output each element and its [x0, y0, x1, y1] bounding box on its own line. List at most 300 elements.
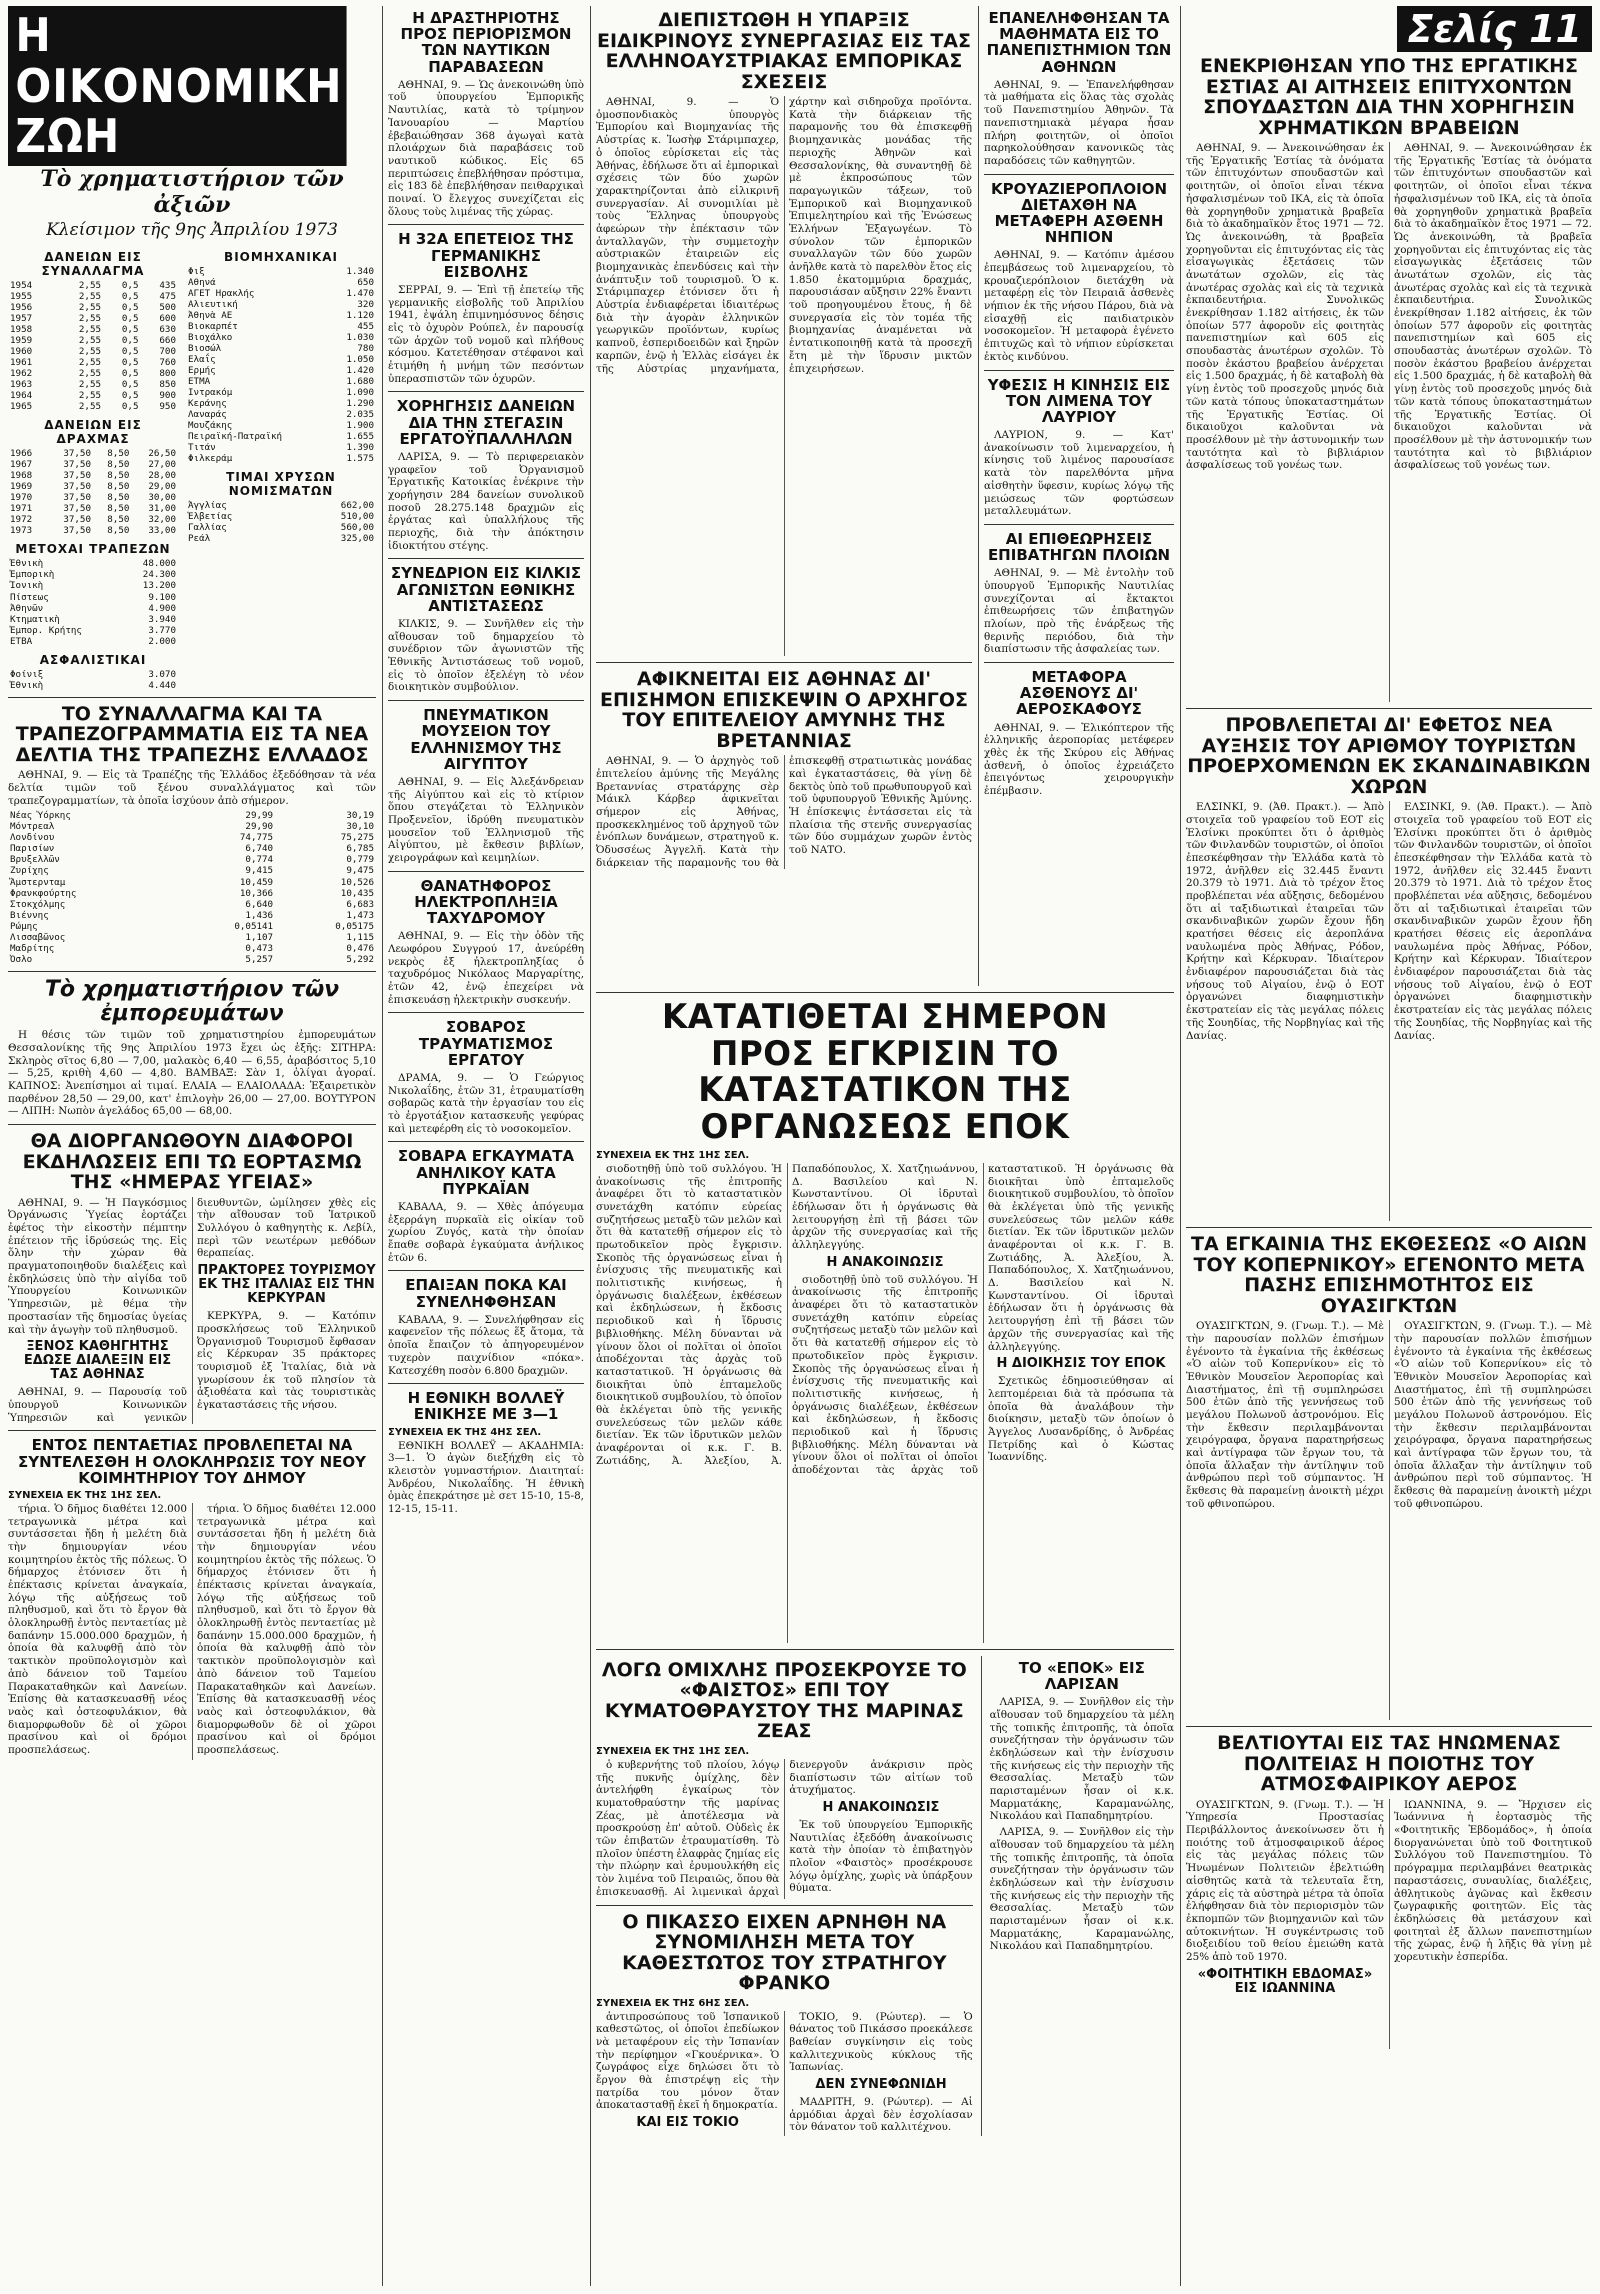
- industry-cell: 1.050: [346, 354, 374, 366]
- loans-cell: 0,5: [121, 390, 139, 402]
- banks-row: [8, 569, 178, 580]
- industry-row: [186, 387, 376, 398]
- phaistos-text2: Ἐκ τοῦ ὑπουργείου Ἐμπορικῆς Ναυτιλίας ἐξεδόθη ἀνακοίνωσις κατὰ τὴν ὁποίαν τὸ ἐπιβατηγὸν πλοῖον «Φαιστὸς» προσέκρουσε λόγῳ ὁμίχλης, χωρὶς νὰ ὑπάρξουν θύματα.: [789, 1819, 973, 1895]
- banks-cell: Ἀθηνῶν: [10, 602, 44, 614]
- coins-heading: ΤΙΜΑΙ ΧΡΥΣΩΝ ΝΟΜΙΣΜΑΤΩΝ: [226, 470, 336, 499]
- newspaper-page: [8, 6, 1592, 2288]
- kilkis-headline: ΣΥΝΕΔΡΙΟΝ ΕΙΣ ΚΙΛΚΙΣ ΑΓΩΝΙΣΤΩΝ ΕΘΝΙΚΗΣ ΑΝΤΙΣΤΑΣΕΩΣ: [390, 564, 582, 615]
- loans-cell: 900: [159, 390, 176, 402]
- page-number-logo: Σελίς 11: [1397, 6, 1592, 52]
- loans-cell: 0,5: [121, 379, 139, 391]
- exchange-cell: 1,115: [346, 931, 374, 943]
- drachma-heading: ΔΑΝΕΙΩΝ ΕΙΣ ΔΡΑΧΜΑΣ: [44, 418, 142, 447]
- austria-text: ΑΘΗΝΑΙ, 9. — Ὁ ὁμοσπονδιακὸς ὑπουργὸς Ἐμπορίου καὶ Βιομηχανίας τῆς Αὐστρίας κ. Ἰωσὴφ Στάριμπαχερ, ὁ ὁποῖος εὑρίσκεται εἰς τὰς Ἀθήνας, ἐδήλωσε ὅτι αἱ ἐμπορικαὶ σχέσεις τῶν δύο χωρῶν χαρακτηρίζονται ἀπὸ εἰλικρινῆ συνεργασίαν. Αἱ συνομιλίαι μὲ τοὺς Ἕλληνας ὑπουργοὺς ἀφεώρων τὴν ἐπέκτασιν τῶν ἀνταλλαγῶν, τὴν συμμετοχὴν αὐστριακῶν ἑταιρειῶν εἰς βιομηχανικὰς ἐπενδύσεις καὶ τὴν ἀνάπτυξιν τοῦ τουρισμοῦ. Ὁ κ. Στάριμπαχερ ἐτόνισεν ὅτι ἡ Αὐστρία ἐνδιαφέρεται ἰδιαιτέρως διὰ τὴν ἀγορὰν ἑλληνικῶν γεωργικῶν προϊόντων, κυρίως καπνοῦ, ἐσπεριδοειδῶν καὶ ξηρῶν καρπῶν, ἐνῷ ἡ Ἑλλὰς εἰσάγει ἐκ τῆς Αὐστρίας μηχανήματα, χάρτην καὶ σιδηροῦχα προϊόντα. Κατὰ τὴν διάρκειαν τῆς παραμονῆς του θὰ ἐπισκεφθῇ βιομηχανικὰς μονάδας τῆς περιοχῆς Ἀθηνῶν καὶ Θεσσαλονίκης, θὰ συναντηθῇ δὲ μὲ ἐκπροσώπους τῶν παραγωγικῶν τάξεων, τοῦ Ἐμπορικοῦ καὶ Βιομηχανικοῦ Ἐπιμελητηρίου καὶ τῆς Ἐνώσεως Ἑλλήνων Ἐξαγωγέων. Τὸ σύνολον τῶν ἐμπορικῶν συναλλαγῶν τῶν δύο χωρῶν ἀνῆλθε κατὰ τὸ παρελθὸν ἔτος εἰς 1.850 ἑκατομμύρια δραχμάς, παρουσιάσαν αὔξησιν 22% ἔναντι τοῦ προηγουμένου ἔτους, ἡ δὲ συνεργασία εἰς τὸν τομέα τῆς βιομηχανίας ἀναμένεται νὰ ἐντατικοποιηθῇ κατὰ τὰ προσεχῆ ἔτη μὲ τὴν ἵδρυσιν μικτῶν ἐπιχειρήσεων.: [596, 96, 972, 375]
- loans-cell: 2,55: [78, 312, 102, 324]
- loans-row: [8, 390, 178, 401]
- exchange-cell: 9,475: [346, 865, 374, 877]
- drachma-cell: 8,50: [107, 470, 130, 482]
- industry-cell: 1.900: [346, 420, 374, 432]
- industry-cell: 1.030: [346, 331, 374, 343]
- picasso-sub3: ΔΕΝ ΣΥΝΕΦΩΝΙΔΗ: [815, 2077, 947, 2092]
- industry-row: [186, 442, 376, 453]
- exchange-cell: 0,476: [346, 942, 374, 954]
- exchange-row: [8, 843, 376, 854]
- exchange-cell: 5,257: [245, 953, 274, 965]
- lavrio-text: ΛΑΥΡΙΟΝ, 9. — Κατ' ἀνακοίνωσιν τοῦ λιμεναρχείου, ἡ κίνησις τοῦ λιμένος παρουσίασε κατὰ τὸν παρελθόντα μῆνα αἰσθητὴν ὕφεσιν, κυρίως λόγῳ τῆς μειώσεως τῶν φορτώσεων μεταλλευμάτων.: [984, 429, 1174, 518]
- drachma-row: [8, 503, 178, 514]
- coins-cell: 325,00: [340, 533, 374, 545]
- drachma-cell: 37,50: [63, 481, 91, 493]
- drachma-cell: 27,00: [148, 459, 176, 471]
- injury-text: ΔΡΑΜΑ, 9. — Ὁ Γεώργιος Νικολαΐδης, ἐτῶν 31, ἐτραυματίσθη σοβαρῶς κατὰ τὴν ἐργασίαν του εἰς τὸ ἐργοτάξιον κατασκευῆς γεφύρας καὶ μετεφέρθη εἰς τὸ νοσοκομεῖον.: [388, 1071, 584, 1135]
- industry-cell: Μουζάκης: [188, 420, 233, 432]
- industry-row: [186, 299, 376, 310]
- drachma-cell: 8,50: [107, 459, 130, 471]
- coins-cell: Γαλλίας: [188, 522, 227, 534]
- loans-cell: 0,5: [121, 334, 139, 346]
- drachma-cell: 37,50: [63, 514, 91, 526]
- british-text: ΑΘΗΝΑΙ, 9. — Ὁ ἀρχηγὸς τοῦ ἐπιτελείου ἀμύνης τῆς Μεγάλης Βρεταννίας στρατάρχης σὲρ Μάικλ Κάρβερ ἀφικνεῖται σήμερον εἰς Ἀθήνας, προσκεκλημένος τοῦ ἀρχηγοῦ τῶν ἐνόπλων δυνάμεων, στρατηγοῦ κ. Ὀδυσσέως Ἀγγελῆ. Κατὰ τὴν διάρκειαν τῆς παραμονῆς του θὰ ἐπισκεφθῇ στρατιωτικὰς μονάδας καὶ ἐγκαταστάσεις, θὰ γίνῃ δὲ δεκτὸς ὑπὸ τοῦ πρωθυπουργοῦ καὶ τοῦ ὑφυπουργοῦ Ἐθνικῆς Ἀμύνης. Ἡ ἐπίσκεψις ἐντάσσεται εἰς τὰ πλαίσια τῆς στενῆς συνεργασίας τῶν δύο συμμάχων χωρῶν ἐντὸς τοῦ ΝΑΤΟ.: [596, 755, 972, 869]
- loans-housing-text: ΛΑΡΙΣΑ, 9. — Τὸ περιφερειακὸν γραφεῖον τοῦ Ὀργανισμοῦ Ἐργατικῆς Κατοικίας ἐνέκρινε τὴν χορήγησιν 284 δανείων συνολικοῦ ποσοῦ 28.275.148 δραχμῶν εἰς ἐργάτας καὶ ὑπαλλήλους τῆς περιοχῆς, διὰ τὴν ἀπόκτησιν ἰδιοκτήτου στέγης.: [388, 450, 584, 552]
- exchange-row: [8, 943, 376, 954]
- banks-cell: Κτηματικὴ: [10, 613, 60, 625]
- exchange-row: [8, 832, 376, 843]
- industry-row: [186, 343, 376, 354]
- loans-cell: 0,5: [121, 401, 139, 413]
- drachma-cell: 1966: [10, 448, 33, 460]
- larisa-headline: ΤΟ «ΕΠΟΚ» ΕΙΣ ΛΑΡΙΣΑΝ: [1018, 1658, 1145, 1694]
- epok-block: [596, 986, 1174, 2286]
- invasion-headline: Η 32Α ΕΠΕΤΕΙΟΣ ΤΗΣ ΓΕΡΜΑΝΙΚΗΣ ΕΙΣΒΟΛΗΣ: [398, 230, 574, 281]
- drachma-cell: 1970: [10, 492, 33, 504]
- exchange-cell: Φρανκφούρτης: [10, 887, 77, 899]
- coins-cell: 510,00: [340, 511, 374, 523]
- industry-row: [186, 354, 376, 365]
- invasion-text: ΣΕΡΡΑΙ, 9. — Ἐπὶ τῇ ἐπετείῳ τῆς γερμανικῆς εἰσβολῆς τοῦ Ἀπριλίου 1941, ἐψάλη ἐπιμνημόσυνος δέησις εἰς τὸ ὀχυρὸν Ρούπελ, ἐν παρουσίᾳ τῶν ἀρχῶν τοῦ νομοῦ καὶ πλήθους κόσμου. Κατετέθησαν στέφανοι καὶ ἐτιμήθη ἡ μνήμη τῶν πεσόντων ὑπερασπιστῶν τῶν ὀχυρῶν.: [388, 283, 584, 385]
- loans-cell: 475: [159, 290, 176, 302]
- picasso-headline: Ο ΠΙΚΑΣΣΟ ΕΙΧΕΝ ΑΡΝΗΘΗ ΝΑ ΣΥΝΟΜΙΛΗΣΗ ΜΕΤΑ ΤΟΥ ΚΑΘΕΣΤΩΤΟΣ ΤΟΥ ΣΤΡΑΤΗΓΟΥ ΦΡΑΝΚΟ: [622, 1910, 947, 1995]
- loans-cell: 1955: [10, 290, 33, 302]
- industry-row: [186, 266, 376, 277]
- exchange-cell: 29,99: [245, 810, 274, 822]
- coins-row: [186, 533, 376, 544]
- industry-row: [186, 321, 376, 332]
- loans-row: [8, 280, 178, 291]
- exchange-cell: 10,526: [340, 876, 374, 888]
- insurance-heading: ΑΣΦΑΛΙΣΤΙΚΑΙ: [39, 652, 147, 667]
- drachma-cell: 32,00: [148, 514, 176, 526]
- insurance-row: [8, 680, 178, 691]
- electrocution-headline: ΘΑΝΑΤΗΦΟΡΟΣ ΗΛΕΚΤΡΟΠΛΗΞΙΑ ΤΑΧΥΔΡΟΜΟΥ: [414, 876, 558, 928]
- banks-cell: 2.000: [148, 635, 176, 647]
- exchange-cell: 30,19: [346, 810, 374, 822]
- university-headline: ΕΠΑΝΕΛΗΦΘΗΣΑΝ ΤΑ ΜΑΘΗΜΑΤΑ ΕΙΣ ΤΟ ΠΑΝΕΠΙΣΤΗΜΙΟΝ ΤΩΝ ΑΘΗΝΩΝ: [986, 9, 1172, 76]
- industry-row: [186, 431, 376, 442]
- university-text: ΑΘΗΝΑΙ, 9. — Ἐπανελήφθησαν τὰ μαθήματα εἰς ὅλας τὰς σχολὰς τοῦ Πανεπιστημίου Ἀθηνῶν. Τὰ πανεπιστημιακὰ μέγαρα ἦσαν πλήρη φοιτητῶν, οἱ ὁποῖοι παρηκολούθησαν κανονικῶς τὰς παραδόσεις τῶν καθηγητῶν.: [984, 78, 1174, 167]
- loans-cell: 0,5: [121, 345, 139, 357]
- bourse-dateline: Κλείσιμον τῆς 9ης Ἀπριλίου 1973: [46, 219, 338, 240]
- loans-row: [8, 401, 178, 412]
- drachma-cell: 1968: [10, 470, 33, 482]
- epok-text-cont: σιοδοτηθῇ ὑπὸ τοῦ συλλόγου. Ἡ ἀνακοίνωσις τῆς ἐπιτροπῆς ἀναφέρει ὅτι τὸ καταστατικὸν συνετάχθη κατόπιν εὐρείας συζητήσεως μεταξὺ τῶν μελῶν καὶ ὅτι θὰ κατατεθῇ σήμερον εἰς τὸ πρωτοδικεῖον πρὸς ἔγκρισιν. Σκοπὸς τῆς ὀργανώσεως εἶναι ἡ ἐνίσχυσις τῆς πνευματικῆς καὶ πολιτιστικῆς κινήσεως, ἡ ὀργάνωσις διαλέξεων, ἐκθέσεων καὶ ἐκδηλώσεων, ἡ ἔκδοσις περιοδικοῦ καὶ ἡ ἵδρυσις βιβλιοθήκης. Μέλη δύνανται νὰ γίνουν ὅλοι οἱ πολῖται οἱ ὁποῖοι ἀποδέχονται τὰς ἀρχὰς τοῦ καταστατικοῦ. Ἡ ὀργάνωσις θὰ διοικῆται ὑπὸ ἑπταμελοῦς διοικητικοῦ συμβουλίου, τὸ ὁποῖον θὰ ἐκλέγεται ὑπὸ τῆς γενικῆς συνελεύσεως τῶν μελῶν κάθε διετίαν. Ἐκ τῶν ἱδρυτικῶν μελῶν ἀναφέρονται οἱ κ.κ. Γ. Β. Ζωτιάδης, Ἀ. Ἀλεξίου, Ἀ. Παπαδόπουλος, Χ. Χατζηιωάννου, Δ. Βασιλείου καὶ Ν. Κωνσταντίνου. Οἱ ἱδρυταὶ ἐδήλωσαν ὅτι ἡ ὀργάνωσις θὰ λειτουργήσῃ ἐπὶ τῇ βάσει τῶν ἀρχῶν τῆς συνεργασίας καὶ τῆς ἀλληλεγγύης.: [792, 1162, 1174, 1477]
- scholarship-text-cont: ΑΘΗΝΑΙ, 9. — Ἀνεκοινώθησαν ἐκ τῆς Ἐργατικῆς Ἑστίας τὰ ὀνόματα τῶν ἐπιτυχόντων σπουδαστῶν καὶ φοιτητῶν, οἱ ὁποῖοι εἶναι τέκνα ἠσφαλισμένων τοῦ ΙΚΑ, εἰς τὰ ὁποῖα θὰ χορηγηθοῦν χρηματικὰ βραβεῖα διὰ τὸ ἀκαδημαϊκὸν ἔτος 1971 — 72. Ὡς ἀνεκοινώθη, τὰ βραβεῖα χορηγοῦνται εἰς ἐπιτυχόντας εἰς τὰς εἰσαγωγικὰς ἐξετάσεις τῶν ἀνωτάτων σχολῶν, εἰς τὰς ἀνωτέρας σχολὰς καὶ εἰς τὰ τεχνικὰ ἐκπαιδευτήρια. Συνολικῶς ἐνεκρίθησαν 1.182 αἰτήσεις, ἐκ τῶν ὁποίων 577 ἀφοροῦν εἰς φοιτητὰς πανεπιστημίων καὶ 605 εἰς σπουδαστὰς ἀνωτέρων σχολῶν. Τὸ ποσὸν ἑκάστου βραβείου ἀνέρχεται εἰς 1.500 δραχμάς, ἡ δὲ καταβολὴ θὰ γίνῃ ἐντὸς τοῦ προσεχοῦς μηνός διὰ τῶν κατὰ τόπους ὑποκαταστημάτων τῆς Ἐργατικῆς Ἑστίας. Οἱ δικαιοῦχοι καλοῦνται νὰ προσέλθουν μὲ τὴν ἀστυνομικήν των ταυτότητα καὶ τὸ βιβλιάριον ἀσφαλίσεως τοῦ γονέως των.: [1394, 142, 1592, 472]
- industry-heading: ΒΙΟΜΗΧΑΝΙΚΑΙ: [224, 249, 338, 264]
- exchange-cell: 0,05141: [234, 920, 274, 932]
- banks-cell: 24.300: [142, 569, 176, 581]
- cemetery-lede: ΣΥΝΕΧΕΙΑ ΕΚ ΤΗΣ 1ΗΣ ΣΕΛ.: [8, 1489, 162, 1501]
- epok-sub: Η ΑΝΑΚΟΙΝΩΣΙΣ: [826, 1254, 944, 1270]
- drachma-row: [8, 448, 178, 459]
- loans-cell: 0,5: [121, 290, 139, 302]
- tourists-text-cont: ΕΛΣΙΝΚΙ, 9. (Ἀθ. Πρακτ.). — Ἀπὸ στοιχεῖα τοῦ γραφείου τοῦ ΕΟΤ εἰς Ἑλσίνκι προκύπτει ὅτι ὁ ἀριθμὸς τῶν Φινλανδῶν τουριστῶν, οἱ ὁποῖοι ἐπεσκέφθησαν τὴν Ἑλλάδα κατὰ τὸ 1972, ἀνῆλθεν εἰς 32.445 ἔναντι 20.379 τὸ 1971. Διὰ τὸ τρέχον ἔτος προβλέπεται νέα αὔξησις, δεδομένου ὅτι αἱ ταξιδιωτικαὶ ἑταιρεῖαι τῶν σκανδιναβικῶν χωρῶν ἔχουν ἤδη κρατήσει θέσεις εἰς ἀεροπλάνα ναυλωμένα πρὸς Ἀθήνας, Ρόδον, Κρήτην καὶ Κέρκυραν. Ἰδιαίτερον ἐνδιαφέρον παρουσιάζεται διὰ τὰς νήσους τοῦ Αἰγαίου, ἐνῷ ὁ ΕΟΤ ὀργανώνει διαφημιστικὴν ἐκστρατείαν εἰς τὰς μεγάλας πόλεις τῆς Σουηδίας, τῆς Νορβηγίας καὶ τῆς Δανίας.: [1394, 801, 1592, 1042]
- loans-cell: 2,55: [78, 401, 102, 413]
- industry-cell: Βιοσώλ: [188, 343, 222, 354]
- museum-headline: ΠΝΕΥΜΑΤΙΚΟΝ ΜΟΥΣΕΙΟΝ ΤΟΥ ΕΛΛΗΝΙΣΜΟΥ ΤΗΣ ΑΙΓΥΠΤΟΥ: [410, 706, 562, 773]
- exchange-cell: 6,740: [245, 843, 274, 855]
- loans-cell: 1958: [10, 323, 33, 335]
- exchange-cell: 74,775: [239, 832, 274, 844]
- industry-cell: 320: [357, 298, 374, 310]
- copernicus-headline: ΤΑ ΕΓΚΑΙΝΙΑ ΤΗΣ ΕΚΘΕΣΕΩΣ «Ο ΑΙΩΝ ΤΟΥ ΚΟΠΕΡΝΙΚΟΥ» ΕΓΕΝΟΝΤΟ ΜΕΤΑ ΠΑΣΗΣ ΕΠΙΣΗΜΟΤΗΤΟΣ ΕΙΣ ΟΥΑΣΙΓΚΤΩΝ: [1190, 1233, 1587, 1317]
- insurance-cell: 4.440: [148, 679, 176, 691]
- health-sub2: ΠΡΑΚΤΟΡΕΣ ΤΟΥΡΙΣΜΟΥ ΕΚ ΤΗΣ ΙΤΑΛΙΑΣ ΕΙΣ ΤΗΝ ΚΕΡΚΥΡΑΝ: [197, 1263, 376, 1307]
- exchange-row: [8, 888, 376, 899]
- drachma-cell: 37,50: [63, 459, 91, 471]
- exchange-cell: 1,473: [346, 909, 374, 921]
- picasso-lede: ΣΥΝΕΧΕΙΑ ΕΚ ΤΗΣ 6ΗΣ ΣΕΛ.: [596, 1997, 750, 2009]
- scholarship-text: ΑΘΗΝΑΙ, 9. — Ἀνεκοινώθησαν ἐκ τῆς Ἐργατικῆς Ἑστίας τὰ ὀνόματα τῶν ἐπιτυχόντων σπουδαστῶν καὶ φοιτητῶν, οἱ ὁποῖοι εἶναι τέκνα ἠσφαλισμένων τοῦ ΙΚΑ, εἰς τὰ ὁποῖα θὰ χορηγηθοῦν χρηματικὰ βραβεῖα διὰ τὸ ἀκαδημαϊκὸν ἔτος 1971 — 72. Ὡς ἀνεκοινώθη, τὰ βραβεῖα χορηγοῦνται εἰς ἐπιτυχόντας εἰς τὰς εἰσαγωγικὰς ἐξετάσεις τῶν ἀνωτάτων σχολῶν, εἰς τὰς ἀνωτέρας σχολὰς καὶ εἰς τὰ τεχνικὰ ἐκπαιδευτήρια. Συνολικῶς ἐνεκρίθησαν 1.182 αἰτήσεις, ἐκ τῶν ὁποίων 577 ἀφοροῦν εἰς φοιτητὰς πανεπιστημίων καὶ 605 εἰς σπουδαστὰς ἀνωτέρων σχολῶν. Τὸ ποσὸν ἑκάστου βραβείου ἀνέρχεται εἰς 1.500 δραχμάς, ἡ δὲ καταβολὴ θὰ γίνῃ ἐντὸς τοῦ προσεχοῦς μηνός διὰ τῶν κατὰ τόπους ὑποκαταστημάτων τῆς Ἐργατικῆς Ἑστίας. Οἱ δικαιοῦχοι καλοῦνται νὰ προσέλθουν μὲ τὴν ἀστυνομικήν των ταυτότητα καὶ τὸ βιβλιάριον ἀσφαλίσεως τοῦ γονέως των.: [1186, 142, 1384, 472]
- ioannina-text: ΙΩΑΝΝΙΝΑ, 9. — Ἤρχισεν εἰς Ἰωάννινα ἡ ἑορτασμὸς τῆς «Φοιτητικῆς Ἑβδομάδος», ἡ ὁποία διοργανώνεται ὑπὸ τοῦ Φοιτητικοῦ Συλλόγου τοῦ Πανεπιστημίου. Τὸ πρόγραμμα περιλαμβάνει θεατρικὰς παραστάσεις, συναυλίας, διαλέξεις, ἀθλητικοὺς ἀγῶνας καὶ ἔκθεσιν ζωγραφικῆς φοιτητῶν. Εἰς τὰς ἐκδηλώσεις θὰ μετάσχουν καὶ φοιτηταὶ ἐξ ἄλλων πανεπιστημίων τῆς χώρας, ἐνῷ ἡ λῆξις θὰ γίνῃ μὲ χορευτικὴν ἑσπερίδα.: [1394, 1798, 1592, 1963]
- drachma-cell: 8,50: [107, 525, 130, 537]
- industry-row: [186, 398, 376, 409]
- drachma-cell: 8,50: [107, 503, 130, 515]
- exchange-cell: 29,90: [245, 821, 274, 833]
- air-quality-headline: ΒΕΛΤΙΟΥΤΑΙ ΕΙΣ ΤΑΣ ΗΝΩΜΕΝΑΣ ΠΟΛΙΤΕΙΑΣ Η ΠΟΙΟΤΗΣ ΤΟΥ ΑΤΜΟΣΦΑΙΡΙΚΟΥ ΑΕΡΟΣ: [1217, 1732, 1561, 1796]
- exchange-row: [8, 821, 376, 832]
- lavrio-headline: ΥΦΕΣΙΣ Η ΚΙΝΗΣΙΣ ΕΙΣ ΤΟΝ ΛΙΜΕΝΑ ΤΟΥ ΛΑΥΡΙΟΥ: [987, 375, 1171, 426]
- banks-heading: ΜΕΤΟΧΑΙ ΤΡΑΠΕΖΩΝ: [15, 542, 171, 557]
- loans-row: [8, 313, 178, 324]
- drachma-cell: 29,00: [148, 481, 176, 493]
- industry-cell: Αλιευτική: [188, 298, 238, 310]
- larisa-text: ΛΑΡΙΣΑ, 9. — Συνῆλθον εἰς τὴν αἴθουσαν τοῦ δημαρχείου τὰ μέλη τῆς τοπικῆς ἐπιτροπῆς, τὰ ὁποῖα συνεζήτησαν τὴν ὀργάνωσιν τῶν ἐκδηλώσεων καὶ τὴν ἐνίσχυσιν τῆς κινήσεως εἰς τὴν περιοχὴν τῆς Θεσσαλίας. Μεταξὺ τῶν παρισταμένων ἦσαν οἱ κ.κ. Μαρματάκης, Καραμανώλης, Νικολάου καὶ Παπαδημητρίου.: [989, 1696, 1174, 1823]
- industry-cell: Ιντρακόμ: [188, 387, 233, 399]
- industry-cell: Βιοκαρπέτ: [188, 320, 238, 332]
- insurance-cell: Φοίνιξ: [10, 668, 44, 680]
- exchange-row: [8, 877, 376, 888]
- exchange-cell: Ζυρίχης: [10, 865, 49, 877]
- banks-row: [8, 603, 178, 614]
- industry-row: [186, 376, 376, 387]
- drachma-cell: 37,50: [63, 448, 91, 460]
- exchange-cell: 10,459: [239, 876, 274, 888]
- banks-cell: 3.770: [148, 624, 176, 636]
- merch-text: Η θέσις τῶν τιμῶν τοῦ χρηματιστηρίου ἐμπορευμάτων Θεσσαλονίκης τῆς 9ης Ἀπριλίου 1973 ἔχει ὡς ἑξῆς: ΣΙΤΗΡΑ: Σκληρὸς σῖτος 6,80 — 7,00, μαλακὸς 6,40 — 6,55, ἀραβόσιτος 5,10 — 5,25, κριθὴ 4,60 — 4,80. ΒΑΜΒΑΞ: Σὰν 1, ὀλίγαι ἀγοραί. ΚΑΠΝΟΣ: Ἀνεπίσημοι αἱ τιμαί. ΕΛΑΙΑ — ΕΛΑΙΟΛΑΔΑ: Ἐξαιρετικὸν παρθένον 28,50 — 29,00, κατ' ἐπιλογὴν 26,00 — 27,00. ΒΟΥΤΥΡΟΝ — ΛΙΠΗ: Νωπὸν ἀγελάδος 65,00 — 68,00.: [8, 1029, 376, 1118]
- loans-cell: 2,55: [78, 323, 102, 335]
- epok-text2: Σχετικῶς ἐδημοσιεύθησαν αἱ λεπτομέρειαι διὰ τὰ πρόσωπα τὰ ὁποῖα θὰ ἀναλάβουν τὴν διοίκησιν, μεταξὺ τῶν ὁποίων ὁ Ἀγγελος Λυσανδρίδης, ὁ Ἀνδρέας Πετρίδης καὶ ὁ Κώστας Ἰωαννίδης.: [988, 1375, 1174, 1464]
- drachma-row: [8, 525, 178, 536]
- industry-cell: 455: [357, 320, 374, 332]
- burns-headline: ΣΟΒΑΡΑ ΕΓΚΑΥΜΑΤΑ ΑΝΗΛΙΚΟΥ ΚΑΤΑ ΠΥΡΚΑΪΑΝ: [397, 1147, 575, 1198]
- kilkis-text: ΚΙΛΚΙΣ, 9. — Συνῆλθεν εἰς τὴν αἴθουσαν τοῦ δημαρχείου τὸ συνέδριον τῶν ἀγωνιστῶν τῆς Ἐθνικῆς Ἀντιστάσεως τοῦ νομοῦ, εἰς τὸ ὁποῖον ἐξελέγη τὸ νέον διοικητικὸν συμβούλιον.: [388, 618, 584, 694]
- industry-cell: 1.575: [346, 453, 374, 465]
- banks-row: [8, 625, 178, 636]
- industry-cell: 2.035: [346, 409, 374, 421]
- industry-cell: 1.655: [346, 431, 374, 443]
- cruise-text: ΑΘΗΝΑΙ, 9. — Κατόπιν ἀμέσου ἐπεμβάσεως τοῦ λιμεναρχείου, τὸ κρουαζιερόπλοιον διετάχθη νὰ μεταφέρῃ εἰς τὸν Πειραιᾶ ἀσθενὲς νήπιον ἐκ τῆς νήσου Πάρου, διὰ νὰ εἰσαχθῇ εἰς παιδιατρικὸν νοσοκομεῖον. Ἡ μεταφορὰ ἐγένετο ἐπιτυχῶς καὶ τὸ νήπιον εὑρίσκεται ἐκτὸς κινδύνου.: [984, 249, 1174, 363]
- industry-cell: 780: [357, 343, 374, 354]
- banks-cell: 9.100: [148, 591, 176, 603]
- exchange-cell: Ἄμστερνταμ: [10, 876, 66, 888]
- injury-headline: ΣΟΒΑΡΟΣ ΤΡΑΥΜΑΤΙΣΜΟΣ ΕΡΓΑΤΟΥ: [418, 1018, 554, 1069]
- exchange-cell: 10,435: [340, 887, 374, 899]
- industry-cell: ΑΓΕΤ Ηρακλής: [188, 287, 255, 299]
- industry-cell: 1.290: [346, 398, 374, 410]
- loans-cell: 500: [159, 301, 176, 313]
- loans-row: [8, 291, 178, 302]
- exchange-cell: 75,275: [340, 832, 374, 844]
- drachma-cell: 37,50: [63, 503, 91, 515]
- exchange-cell: Βιέννης: [10, 909, 49, 921]
- phaistos-sub: Η ΑΝΑΚΟΙΝΩΣΙΣ: [822, 1800, 940, 1815]
- loans-row: [8, 368, 178, 379]
- loans-row: [8, 379, 178, 390]
- drachma-cell: 28,00: [148, 470, 176, 482]
- exchange-row: [8, 921, 376, 932]
- banks-cell: Ἐμπορ. Κρήτης: [10, 624, 82, 636]
- exchange-cell: 0,473: [245, 942, 274, 954]
- drachma-cell: 1971: [10, 503, 33, 515]
- insurance-cell: Ἐθνικὴ: [10, 679, 44, 691]
- drachma-row: [8, 470, 178, 481]
- loans-cell: 1959: [10, 334, 33, 346]
- phaistos-lede: ΣΥΝΕΧΕΙΑ ΕΚ ΤΗΣ 1ΗΣ ΣΕΛ.: [596, 1745, 750, 1757]
- exchange-cell: Μόντρεαλ: [10, 821, 55, 833]
- industry-row: [186, 365, 376, 376]
- picasso-text2: ΤΟΚΙΟ, 9. (Ρώυτερ). — Ὁ θάνατος τοῦ Πικάσσο προεκάλεσε βαθείαν συγκίνησιν εἰς τοὺς καλλιτεχνικοὺς κύκλους τῆς Ἰαπωνίας.: [789, 2010, 973, 2074]
- epok-text: σιοδοτηθῇ ὑπὸ τοῦ συλλόγου. Ἡ ἀνακοίνωσις τῆς ἐπιτροπῆς ἀναφέρει ὅτι τὸ καταστατικὸν συνετάχθη κατόπιν εὐρείας συζητήσεως μεταξὺ τῶν μελῶν καὶ ὅτι θὰ κατατεθῇ σήμερον εἰς τὸ πρωτοδικεῖον πρὸς ἔγκρισιν. Σκοπὸς τῆς ὀργανώσεως εἶναι ἡ ἐνίσχυσις τῆς πνευματικῆς καὶ πολιτιστικῆς κινήσεως, ἡ ὀργάνωσις διαλέξεων, ἐκθέσεων καὶ ἐκδηλώσεων, ἡ ἔκδοσις περιοδικοῦ καὶ ἡ ἵδρυσις βιβλιοθήκης. Μέλη δύνανται νὰ γίνουν ὅλοι οἱ πολῖται οἱ ὁποῖοι ἀποδέχονται τὰς ἀρχὰς τοῦ καταστατικοῦ. Ἡ ὀργάνωσις θὰ διοικῆται ὑπὸ ἑπταμελοῦς διοικητικοῦ συμβουλίου, τὸ ὁποῖον θὰ ἐκλέγεται ὑπὸ τῆς γενικῆς συνελεύσεως τῶν μελῶν κάθε διετίαν. Ἐκ τῶν ἱδρυτικῶν μελῶν ἀναφέρονται οἱ κ.κ. Γ. Β. Ζωτιάδης, Ἀ. Ἀλεξίου, Ἀ. Παπαδόπουλος, Χ. Χατζηιωάννου, Δ. Βασιλείου καὶ Ν. Κωνσταντίνου. Οἱ ἱδρυταὶ ἐδήλωσαν ὅτι ἡ ὀργάνωσις θὰ λειτουργήσῃ ἐπὶ τῇ βάσει τῶν ἀρχῶν τῆς συνεργασίας καὶ τῆς ἀλληλεγγύης.: [596, 1162, 978, 1467]
- industry-row: [186, 310, 376, 321]
- loans-cell: 950: [159, 401, 176, 413]
- exchange-cell: Μαδρίτης: [10, 942, 55, 954]
- loans-cell: 700: [159, 345, 176, 357]
- industry-cell: Ερμής: [188, 365, 216, 377]
- briefs-column: [388, 6, 584, 2286]
- phaistos-text: ὁ κυβερνήτης τοῦ πλοίου, λόγῳ τῆς πυκνῆς ὁμίχλης, δὲν ἀντελήφθη ἐγκαίρως τὸν κυματοθραύστην τῆς μαρίνας Ζέας, μὲ ἀποτέλεσμα νὰ προσκρούσῃ ἐπ' αὐτοῦ. Οὐδεὶς ἐκ τῶν ἐπιβατῶν ἐτραυματίσθη. Τὸ πλοῖον ὑπέστη ἐλαφρὰς ζημίας εἰς τὴν πλώρην καὶ ἐρυμουλκήθη εἰς τὸν λιμένα τοῦ Πειραιῶς, ὅπου θὰ ἐπισκευασθῇ. Αἱ λιμενικαὶ ἀρχαὶ διενεργοῦν ἀνάκρισιν πρὸς διαπίστωσιν τῶν αἰτίων τοῦ ἀτυχήματος.: [596, 1758, 973, 1898]
- drachma-cell: 8,50: [107, 514, 130, 526]
- industry-cell: Κεράνης: [188, 398, 227, 410]
- exchange-row: [8, 954, 376, 965]
- larisa-text-cont: ΛΑΡΙΣΑ, 9. — Συνῆλθον εἰς τὴν αἴθουσαν τοῦ δημαρχείου τὰ μέλη τῆς τοπικῆς ἐπιτροπῆς, τὰ ὁποῖα συνεζήτησαν τὴν ὀργάνωσιν τῶν ἐκδηλώσεων καὶ τὴν ἐνίσχυσιν τῆς κινήσεως εἰς τὴν περιοχὴν τῆς Θεσσαλίας. Μεταξὺ τῶν παρισταμένων ἦσαν οἱ κ.κ. Μαρματάκης, Καραμανώλης, Νικολάου καὶ Παπαδημητρίου.: [989, 1826, 1174, 1953]
- industry-row: [186, 288, 376, 299]
- exchange-cell: 0,774: [245, 854, 274, 866]
- volley-lede: ΣΥΝΕΧΕΙΑ ΕΚ ΤΗΣ 4ΗΣ ΣΕΛ.: [388, 1426, 542, 1438]
- loans-row: [8, 335, 178, 346]
- banks-row: [8, 558, 178, 569]
- banks-row: [8, 614, 178, 625]
- drachma-row: [8, 481, 178, 492]
- exchange-cell: 30,10: [346, 821, 374, 833]
- industry-cell: Φιξ: [188, 265, 205, 277]
- insurance-row: [8, 669, 178, 680]
- volley-headline: Η ΕΘΝΙΚΗ ΒΟΛΛΕΫ ΕΝΙΚΗΣΕ ΜΕ 3—1: [407, 1389, 565, 1424]
- loans-row: [8, 324, 178, 335]
- volley-text: ΕΘΝΙΚΗ ΒΟΛΛΕΫ — ΑΚΑΔΗΜΙΑ: 3—1. Ὁ ἀγὼν διεξήχθη εἰς τὸ κλειστὸν γυμναστήριον. Διαιτηταί: Ἀνδρέου, Νικολαΐδης. Ἡ ἐθνικὴ ὁμὰς ἐπεκράτησε μὲ σετ 15-10, 15-8, 12-15, 15-11.: [388, 1439, 584, 1515]
- drachma-cell: 1967: [10, 459, 33, 471]
- exchange-cell: 0,779: [346, 854, 374, 866]
- exchange-cell: Νέας Ὑόρκης: [10, 810, 71, 822]
- banks-cell: 3.940: [148, 613, 176, 625]
- burns-text: ΚΑΒΑΛΑ, 9. — Χθὲς ἀπόγευμα ἐξερράγη πυρκαϊὰ εἰς οἰκίαν τοῦ χωρίου Ζυγός, κατὰ τὴν ὁποίαν ἔπαθε σοβαρὰ ἐγκαύματα ἀνήλικος ἐτῶν 6.: [388, 1200, 584, 1264]
- drachma-row: [8, 492, 178, 503]
- industry-cell: Αθηνά: [188, 276, 216, 288]
- tourists-headline: ΠΡΟΒΛΕΠΕΤΑΙ ΔΙ' ΕΦΕΤΟΣ ΝΕΑ ΑΥΞΗΣΙΣ ΤΟΥ ΑΡΙΘΜΟΥ ΤΟΥΡΙΣΤΩΝ ΠΡΟΕΡΧΟΜΕΝΩΝ ΕΚ ΣΚΑΝΔΙΝΑΒΙΚΩΝ ΧΩΡΩΝ: [1187, 714, 1591, 798]
- tourists-text: ΕΛΣΙΝΚΙ, 9. (Ἀθ. Πρακτ.). — Ἀπὸ στοιχεῖα τοῦ γραφείου τοῦ ΕΟΤ εἰς Ἑλσίνκι προκύπτει ὅτι ὁ ἀριθμὸς τῶν Φινλανδῶν τουριστῶν, οἱ ὁποῖοι ἐπεσκέφθησαν τὴν Ἑλλάδα κατὰ τὸ 1972, ἀνῆλθεν εἰς 32.445 ἔναντι 20.379 τὸ 1971. Διὰ τὸ τρέχον ἔτος προβλέπεται νέα αὔξησις, δεδομένου ὅτι αἱ ταξιδιωτικαὶ ἑταιρεῖαι τῶν σκανδιναβικῶν χωρῶν ἔχουν ἤδη κρατήσει θέσεις εἰς ἀεροπλάνα ναυλωμένα πρὸς Ἀθήνας, Ρόδον, Κρήτην καὶ Κέρκυραν. Ἰδιαίτερον ἐνδιαφέρον παρουσιάζεται διὰ τὰς νήσους τοῦ Αἰγαίου, ἐνῷ ὁ ΕΟΤ ὀργανώνει διαφημιστικὴν ἐκστρατείαν εἰς τὰς μεγάλας πόλεις τῆς Σουηδίας, τῆς Νορβηγίας καὶ τῆς Δανίας.: [1186, 801, 1384, 1042]
- insurance-cell: 3.070: [148, 668, 176, 680]
- loans-heading: ΔΑΝΕΙΩΝ ΕΙΣ ΣΥΝΑΛΛΑΓΜΑ: [41, 249, 145, 278]
- coins-row: [186, 500, 376, 511]
- epok-sub2: Η ΔΙΟΙΚΗΣΙΣ ΤΟΥ ΕΠΟΚ: [996, 1356, 1166, 1372]
- bourse-subtitle: Τὸ χρηματιστήριον τῶν ἀξιῶν: [40, 165, 344, 218]
- loans-cell: 0,5: [121, 357, 139, 368]
- electrocution-text: ΑΘΗΝΑΙ, 9. — Εἰς τὴν ὁδὸν τῆς Λεωφόρου Συγγρού 17, ἀνεύρέθη νεκρὸς ἐξ ἠλεκτροπληξίας ὁ ταχυδρόμος Νικόλαος Μαργαρίτης, ἐτῶν 42, ἐνῷ ἐπεχείρει νὰ ἐπισκευάσῃ ἠλεκτρικὴν συσκευήν.: [388, 930, 584, 1006]
- health-sub2-text: ΚΕΡΚΥΡΑ, 9. — Κατόπιν προσκλήσεως τοῦ Ἑλληνικοῦ Ὀργανισμοῦ Τουρισμοῦ ἔφθασαν εἰς Κέρκυραν 35 πράκτορες τουρισμοῦ ἐξ Ἰταλίας, διὰ νὰ γνωρίσουν ἐκ τοῦ πλησίον τὰ ἀξιοθέατα καὶ τὰς τουριστικὰς ἐγκαταστάσεις τῆς νήσου.: [197, 1310, 376, 1411]
- health-sub1-text: ΑΘΗΝΑΙ, 9. — Παρουσίᾳ τοῦ ὑπουργοῦ Κοινωνικῶν Ὑπηρεσιῶν καὶ γενικῶν διευθυντῶν, ὡμίλησεν χθὲς εἰς τὴν αἴθουσαν τοῦ Ἰατρικοῦ Συλλόγου ὁ καθηγητὴς κ. Λεβίλ, περὶ τῶν νεωτέρων μεθόδων θεραπείας.: [8, 1196, 376, 1424]
- exchange-cell: 10,366: [239, 887, 274, 899]
- industry-cell: 1.090: [346, 387, 374, 399]
- loans-cell: 0,5: [121, 368, 139, 380]
- copernicus-text: ΟΥΑΣΙΓΚΤΩΝ, 9. (Γνωμ. Τ.). — Μὲ τὴν παρουσίαν πολλῶν ἐπισήμων ἐγένοντο τὰ ἐγκαίνια τῆς ἐκθέσεως «Ὁ αἰὼν τοῦ Κοπερνίκου» εἰς τὸ Ἐθνικὸν Μουσεῖον Ἀεροπορίας καὶ Διαστήματος, ἐπὶ τῇ συμπληρώσει 500 ἐτῶν ἀπὸ τῆς γεννήσεως τοῦ μεγάλου Πολωνοῦ ἀστρονόμου. Εἰς τὴν ἔκθεσιν περιλαμβάνονται χειρόγραφα, ὄργανα παρατηρήσεως καὶ ἀντίγραφα τῶν ἔργων του, τὰ ὁποῖα ἄλλαξαν τὴν ἀντίληψιν τοῦ ἀνθρώπου περὶ τοῦ σύμπαντος. Ἡ ἔκθεσις θὰ παραμείνῃ ἀνοικτὴ μέχρι τοῦ φθινοπώρου.: [1186, 1320, 1384, 1510]
- inspections-headline: ΑΙ ΕΠΙΘΕΩΡΗΣΕΙΣ ΕΠΙΒΑΤΗΓΩΝ ΠΛΟΙΩΝ: [987, 529, 1171, 565]
- exchange-cell: 9,415: [245, 865, 274, 877]
- loans-cell: 1964: [10, 390, 33, 402]
- coins-cell: Ἀγγλίας: [188, 500, 227, 512]
- drachma-cell: 31,00: [148, 503, 176, 515]
- industry-row: [186, 332, 376, 343]
- airlift-text: ΑΘΗΝΑΙ, 9. — Ἑλικόπτερον τῆς ἑλληνικῆς ἀεροπορίας μετέφερεν χθὲς ἐκ τῆς Σκύρου εἰς Ἀθήνας ἀσθενῆ, ὁ ὁποῖος ἐχρειάζετο ἐπειγόντως χειρουργικὴν ἐπέμβασιν.: [984, 721, 1174, 798]
- loans-cell: 760: [159, 357, 176, 368]
- epok-lede: ΣΥΝΕΧΕΙΑ ΕΚ ΤΗΣ 1ΗΣ ΣΕΛ.: [596, 1149, 750, 1161]
- loans-cell: 2,55: [78, 301, 102, 313]
- exchange-text: ΑΘΗΝΑΙ, 9. — Εἰς τὰ Τραπέζης τῆς Ἑλλάδος ἐξεδόθησαν τὰ νέα δελτία τιμῶν τοῦ ξένου συναλλάγματος καὶ τῶν τραπεζογραμματίων, τὰ ὁποῖα ἰσχύουν ἀπὸ σήμερον.: [8, 769, 376, 807]
- industry-cell: 1.470: [346, 287, 374, 299]
- loans-cell: 2,55: [78, 290, 102, 302]
- industry-cell: Πειραϊκή-Πατραϊκή: [188, 431, 283, 443]
- exchange-table: [8, 810, 376, 964]
- drachma-cell: 1969: [10, 481, 33, 493]
- exchange-cell: Λονδίνου: [10, 832, 55, 844]
- loans-row: [8, 346, 178, 357]
- exchange-cell: 6,785: [346, 843, 374, 855]
- drachma-cell: 26,50: [148, 448, 176, 460]
- exchange-row: [8, 932, 376, 943]
- banks-cell: ΕΤΒΑ: [10, 635, 33, 647]
- drachma-cell: 37,50: [63, 492, 91, 504]
- health-headline: ΘΑ ΔΙΟΡΓΑΝΩΘΟΥΝ ΔΙΑΦΟΡΟΙ ΕΚΔΗΛΩΣΕΙΣ ΕΠΙ ΤΩ ΕΟΡΤΑΣΜΩ ΤΗΣ «ΗΜΕΡΑΣ ΥΓΕΙΑΣ»: [22, 1130, 362, 1194]
- ioannina-headline: «ΦΟΙΤΗΤΙΚΗ ΕΒΔΟΜΑΣ» ΕΙΣ ΙΩΑΝΝΙΝΑ: [1197, 1966, 1373, 1996]
- loans-cell: 0,5: [121, 323, 139, 335]
- loans-cell: 2,55: [78, 345, 102, 357]
- banks-cell: Ἰονικὴ: [10, 580, 44, 592]
- exchange-cell: Βρυξελλῶν: [10, 854, 60, 866]
- banks-cell: 48.000: [142, 558, 176, 570]
- drachma-cell: 8,50: [107, 448, 130, 460]
- industry-cell: Βιοχάλκο: [188, 331, 233, 343]
- market-column: [8, 6, 376, 2286]
- loans-cell: 0,5: [121, 279, 139, 291]
- industry-cell: Τιτάν: [188, 442, 216, 454]
- industry-row: [186, 453, 376, 464]
- coins-cell: 662,00: [340, 500, 374, 512]
- loans-cell: 1960: [10, 345, 33, 357]
- banks-cell: 4.900: [148, 602, 176, 614]
- inspections-text: ΑΘΗΝΑΙ, 9. — Μὲ ἐντολὴν τοῦ ὑπουργοῦ Ἐμπορικῆς Ναυτιλίας συνεχίζονται αἱ ἔκτακτοι ἐπιθεωρήσεις τῶν ἐπιβατηγῶν πλοίων, πρὸ τῆς ἐνάρξεως τῆς θερινῆς περιόδου, διὰ τὴν διαπίστωσιν τῆς ἀσφαλείας των.: [984, 567, 1174, 656]
- industry-cell: Ελαΐς: [188, 354, 216, 366]
- drachma-cell: 8,50: [107, 492, 130, 504]
- exchange-cell: Ὀσλο: [10, 953, 33, 965]
- banks-row: [8, 580, 178, 591]
- coins-cell: Ἑλβετίας: [188, 511, 233, 523]
- phaistos-headline: ΛΟΓΩ ΟΜΙΧΛΗΣ ΠΡΟΣΕΚΡΟΥΣΕ ΤΟ «ΦΑΙΣΤΟΣ» ΕΠΙ ΤΟΥ ΚΥΜΑΤΟΘΡΑΥΣΤΟΥ ΤΗΣ ΜΑΡΙΝΑΣ ΖΕΑΣ: [601, 1658, 967, 1743]
- exchange-row: [8, 865, 376, 876]
- airlift-headline: ΜΕΤΑΦΟΡΑ ΑΣΘΕΝΟΥΣ ΔΙ' ΑΕΡΟΣΚΑΦΟΥΣ: [1016, 668, 1142, 719]
- banks-row: [8, 592, 178, 603]
- loans-cell: 0,5: [121, 301, 139, 313]
- exchange-cell: 6,640: [245, 898, 274, 910]
- loans-cell: 435: [159, 279, 176, 291]
- health-text: ΑΘΗΝΑΙ, 9. — Ἡ Παγκόσμιος Ὀργάνωσις Ὑγείας ἑορτάζει ἐφέτος τὴν εἰκοστὴν πέμπτην ἐπέτειον τῆς ἱδρύσεώς της. Εἰς ὅλην τὴν χώραν θὰ πραγματοποιηθοῦν διαλέξεις καὶ ἐκδηλώσεις ὑπὸ τὴν αἰγίδα τοῦ Ὑπουργείου Κοινωνικῶν Ὑπηρεσιῶν, μὲ θέμα τὴν προστασίαν τῆς δημοσίας ὑγείας καὶ τὴν ἀγωγὴν τοῦ πληθυσμοῦ.: [8, 1196, 187, 1336]
- epok-headline: ΚΑΤΑΤΙΘΕΤΑΙ ΣΗΜΕΡΟΝ ΠΡΟΣ ΕΓΚΡΙΣΙΝ ΤΟ ΚΑΤΑΣΤΑΤΙΚΟΝ ΤΗΣ ΟΡΓΑΝΩΣΕΩΣ ΕΠΟΚ: [661, 997, 1109, 1148]
- coins-cell: 560,00: [340, 522, 374, 534]
- merch-headline: Τὸ χρηματιστήριον τῶν ἐμπορευμάτων: [44, 976, 340, 1026]
- exchange-cell: 1,436: [245, 909, 274, 921]
- exchange-row: [8, 810, 376, 821]
- air-quality-text: ΟΥΑΣΙΓΚΤΩΝ, 9. (Γνωμ. Τ.). — Ἡ Ὑπηρεσία Προστασίας Περιβάλλοντος ἀνεκοίνωσεν ὅτι ἡ ποιότης τοῦ ἀτμοσφαιρικοῦ ἀέρος εἰς τὰς μεγάλας πόλεις τῶν Ἡνωμένων Πολιτειῶν ἐβελτιώθη αἰσθητῶς κατὰ τὰ τελευταῖα ἔτη, χάρις εἰς τὰ αὐστηρὰ μέτρα τὰ ὁποῖα ἐλήφθησαν διὰ τὸν περιορισμὸν τῶν ἐκπομπῶν τῶν βιομηχανιῶν καὶ τῶν αὐτοκινήτων. Ἡ συγκέντρωσις τοῦ διοξειδίου τοῦ θείου ἐμειώθη κατὰ 25% ἀπὸ τοῦ 1970.: [1186, 1798, 1384, 1963]
- industry-cell: ΕΤΜΑ: [188, 376, 211, 388]
- drachma-cell: 8,50: [107, 481, 130, 493]
- drachma-row: [8, 514, 178, 525]
- exchange-cell: Παρισίων: [10, 843, 55, 855]
- loans-cell: 0,5: [121, 312, 139, 324]
- loans-cell: 660: [159, 334, 176, 346]
- loans-row: [8, 357, 178, 368]
- insurance-table: [8, 669, 178, 691]
- industry-cell: 1.420: [346, 365, 374, 377]
- loans-cell: 850: [159, 379, 176, 391]
- loans-table: [8, 280, 178, 412]
- loans-cell: 1956: [10, 301, 33, 313]
- loans-cell: 2,55: [78, 334, 102, 346]
- cemetery-text: τήρια. Ὁ δῆμος διαθέτει 12.000 τετραγωνικὰ μέτρα καὶ συντάσσεται ἤδη ἡ μελέτη διὰ τὴν δημιουργίαν νέου κοιμητηρίου ἐκτὸς τῆς πόλεως. Ὁ δήμαρχος ἐτόνισεν ὅτι ἡ ἐπέκτασις κρίνεται ἀναγκαία, λόγῳ τῆς αὐξήσεως τοῦ πληθυσμοῦ, καὶ ὅτι τὸ ἔργον θὰ ὁλοκληρωθῇ ἐντὸς πενταετίας μὲ δαπάνην 15.000.000 δραχμῶν, ἡ ὁποία θὰ καλυφθῇ ἀπὸ τὸν τακτικὸν προϋπολογισμὸν καὶ ἀπὸ δάνειον τοῦ Ταμείου Παρακαταθηκῶν καὶ Δανείων. Ἐπίσης θὰ κατασκευασθῇ νέος ναὸς καὶ ὀστεοφυλάκιον, θὰ διαμορφωθοῦν δὲ οἱ χῶροι πρασίνου καὶ οἱ δρόμοι προσπελάσεως.: [8, 1502, 187, 1756]
- exchange-cell: 1,107: [245, 931, 274, 943]
- copernicus-text-cont: ΟΥΑΣΙΓΚΤΩΝ, 9. (Γνωμ. Τ.). — Μὲ τὴν παρουσίαν πολλῶν ἐπισήμων ἐγένοντο τὰ ἐγκαίνια τῆς ἐκθέσεως «Ὁ αἰὼν τοῦ Κοπερνίκου» εἰς τὸ Ἐθνικὸν Μουσεῖον Ἀεροπορίας καὶ Διαστήματος, ἐπὶ τῇ συμπληρώσει 500 ἐτῶν ἀπὸ τῆς γεννήσεως τοῦ μεγάλου Πολωνοῦ ἀστρονόμου. Εἰς τὴν ἔκθεσιν περιλαμβάνονται χειρόγραφα, ὄργανα παρατηρήσεως καὶ ἀντίγραφα τῶν ἔργων του, τὰ ὁποῖα ἄλλαξαν τὴν ἀντίληψιν τοῦ ἀνθρώπου περὶ τοῦ σύμπαντος. Ἡ ἔκθεσις θὰ παραμείνῃ ἀνοικτὴ μέχρι τοῦ φθινοπώρου.: [1394, 1320, 1592, 1510]
- loans-cell: 1961: [10, 357, 33, 368]
- banks-cell: Ἐμπορικὴ: [10, 569, 55, 581]
- banks-cell: 13.200: [142, 580, 176, 592]
- exchange-cell: 0,05175: [335, 920, 374, 932]
- picasso-text: ἀντιπροσώπους τοῦ Ἰσπανικοῦ καθεστῶτος, οἱ ὁποῖοι ἐπεδίωκον νὰ μεταφέρουν εἰς τὴν Ἰσπανίαν τὴν περίφημον «Γκουέρνικα». Ὁ ζωγράφος εἶχε δηλώσει ὅτι τὸ ἔργον θὰ ἐπιστρέψῃ εἰς τὴν πατρίδα του μόνον ὅταν ἀποκατασταθῇ ἐκεῖ ἡ δημοκρατία.: [596, 2010, 780, 2112]
- loans-cell: 1957: [10, 312, 33, 324]
- industry-row: [186, 420, 376, 431]
- banks-cell: Ἐθνικὴ: [10, 558, 44, 570]
- loans-cell: 2,55: [78, 379, 102, 391]
- industry-row: [186, 277, 376, 288]
- coins-row: [186, 522, 376, 533]
- industry-cell: 1.680: [346, 376, 374, 388]
- loans-row: [8, 302, 178, 313]
- cemetery-text-cont: τήρια. Ὁ δῆμος διαθέτει 12.000 τετραγωνικὰ μέτρα καὶ συντάσσεται ἤδη ἡ μελέτη διὰ τὴν δημιουργίαν νέου κοιμητηρίου ἐκτὸς τῆς πόλεως. Ὁ δήμαρχος ἐτόνισεν ὅτι ἡ ἐπέκτασις κρίνεται ἀναγκαία, λόγῳ τῆς αὐξήσεως τοῦ πληθυσμοῦ, καὶ ὅτι τὸ ἔργον θὰ ὁλοκληρωθῇ ἐντὸς πενταετίας μὲ δαπάνην 15.000.000 δραχμῶν, ἡ ὁποία θὰ καλυφθῇ ἀπὸ τὸν τακτικὸν προϋπολογισμὸν καὶ ἀπὸ δάνειον τοῦ Ταμείου Παρακαταθηκῶν καὶ Δανείων. Ἐπίσης θὰ κατασκευασθῇ νέος ναὸς καὶ ὀστεοφυλάκιον, θὰ διαμορφωθοῦν δὲ οἱ χῶροι πρασίνου καὶ οἱ δρόμοι προσπελάσεως.: [197, 1502, 376, 1756]
- loans-cell: 2,55: [78, 390, 102, 402]
